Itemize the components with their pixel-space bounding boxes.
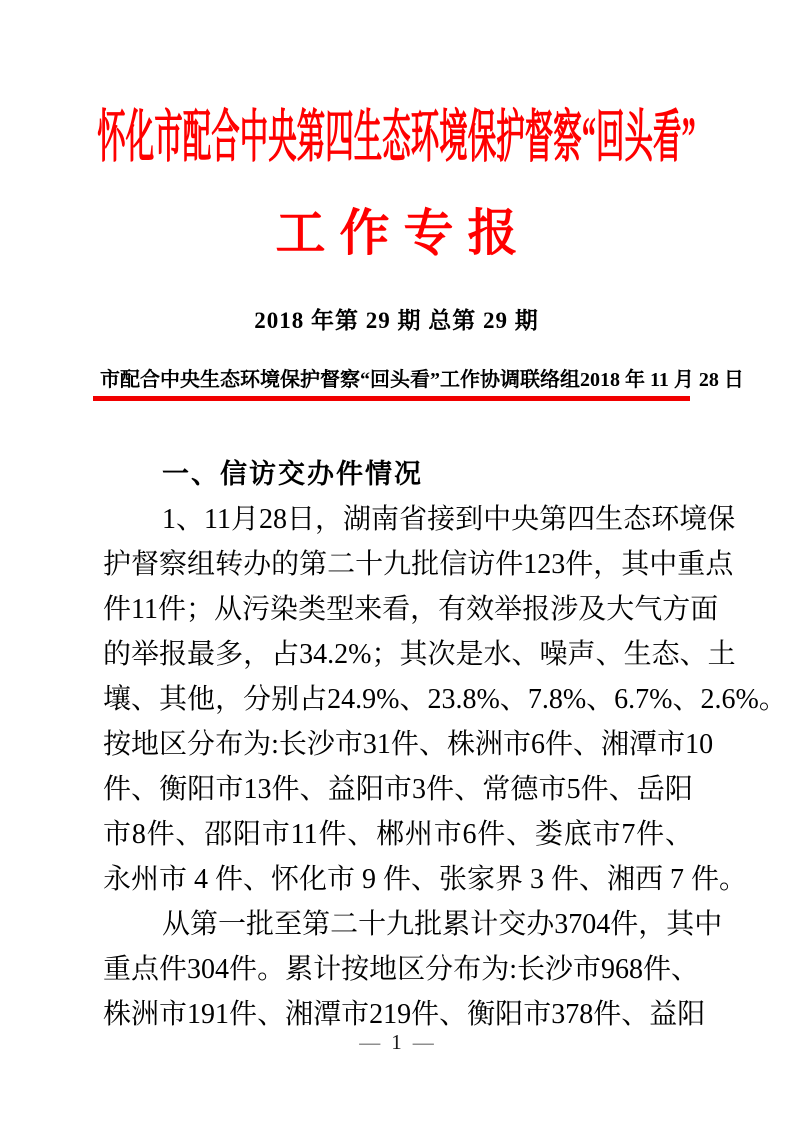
body-text-line: 株 洲 市 191 件 、 湘 潭 市 219 件 、 衡 阳 市 378 件 、 益 阳: [103, 999, 706, 1030]
page-number: 1: [391, 1030, 402, 1054]
footer-dash-right: —: [412, 1030, 434, 1054]
masthead-row: [100, 363, 744, 392]
body-text-line: 按 地 区 分 布 为 : 长 沙 市 31 件 、 株 洲 市 6 件 、 湘 潭 市 10: [103, 729, 714, 760]
red-divider-line: [93, 396, 690, 401]
body-text-line: 件 11 件 ； 从 污 染 类 型 来 看 ， 有 效 举 报 涉 及 大 气 方 面: [103, 594, 719, 625]
body-text-line: 永州市 4 件、怀化市 9 件、张家界 3 件、湘西 7 件。: [103, 864, 748, 895]
body-text-line: 的 举 报 最 多 ， 占 34.2% ； 其 次 是 水 、 噪 声 、 生 态 、 土: [103, 639, 736, 670]
body-text-line: 市 8 件 、 邵 阳 市 11 件 、 郴 州 市 6 件 、 娄 底 市 7 件 、: [103, 819, 693, 850]
document-title-line1: 怀化市配合中央第四生态环境保护督察“回头看”: [97, 106, 696, 169]
body-text-line: 护 督 察 组 转 办 的 第 二 十 九 批 信 访 件 123 件 ， 其 中 重 点: [103, 549, 734, 580]
document-title-row: [0, 102, 793, 173]
issuing-organization: 市配合中央生态环境保护督察“回头看”工作协调联络组: [100, 369, 580, 391]
document-body: [103, 452, 787, 1037]
issue-date: 2018 年 11 月 28 日: [580, 369, 744, 391]
body-text-line: 从 第 一 批 至 第 二 十 九 批 累 计 交 办 3704 件 ， 其 中: [162, 909, 723, 940]
footer-dash-left: —: [359, 1030, 381, 1054]
issue-number-line: 2018 年第 29 期 总第 29 期: [254, 308, 539, 333]
body-text-line: 件 、 衡 阳 市 13 件 、 益 阳 市 3 件 、 常 德 市 5 件 、 岳 阳: [103, 774, 693, 805]
document-title-line2: 工作专报: [275, 205, 532, 261]
body-text-line: 壤 、 其 他 ， 分 别 占 24.9% 、 23.8% 、 7.8% 、 6.7% 、 2.6% 。: [103, 684, 787, 715]
body-text-line: 重 点 件 304 件 。 累 计 按 地 区 分 布 为 : 长 沙 市 968 件 、: [103, 954, 700, 985]
section-heading: 一、信访交办件情况: [162, 459, 423, 489]
page-footer: [0, 1030, 793, 1054]
body-text-line: 1 、 11 月 28 日 ， 湖 南 省 接 到 中 央 第 四 生 态 环 境 保: [162, 504, 736, 535]
